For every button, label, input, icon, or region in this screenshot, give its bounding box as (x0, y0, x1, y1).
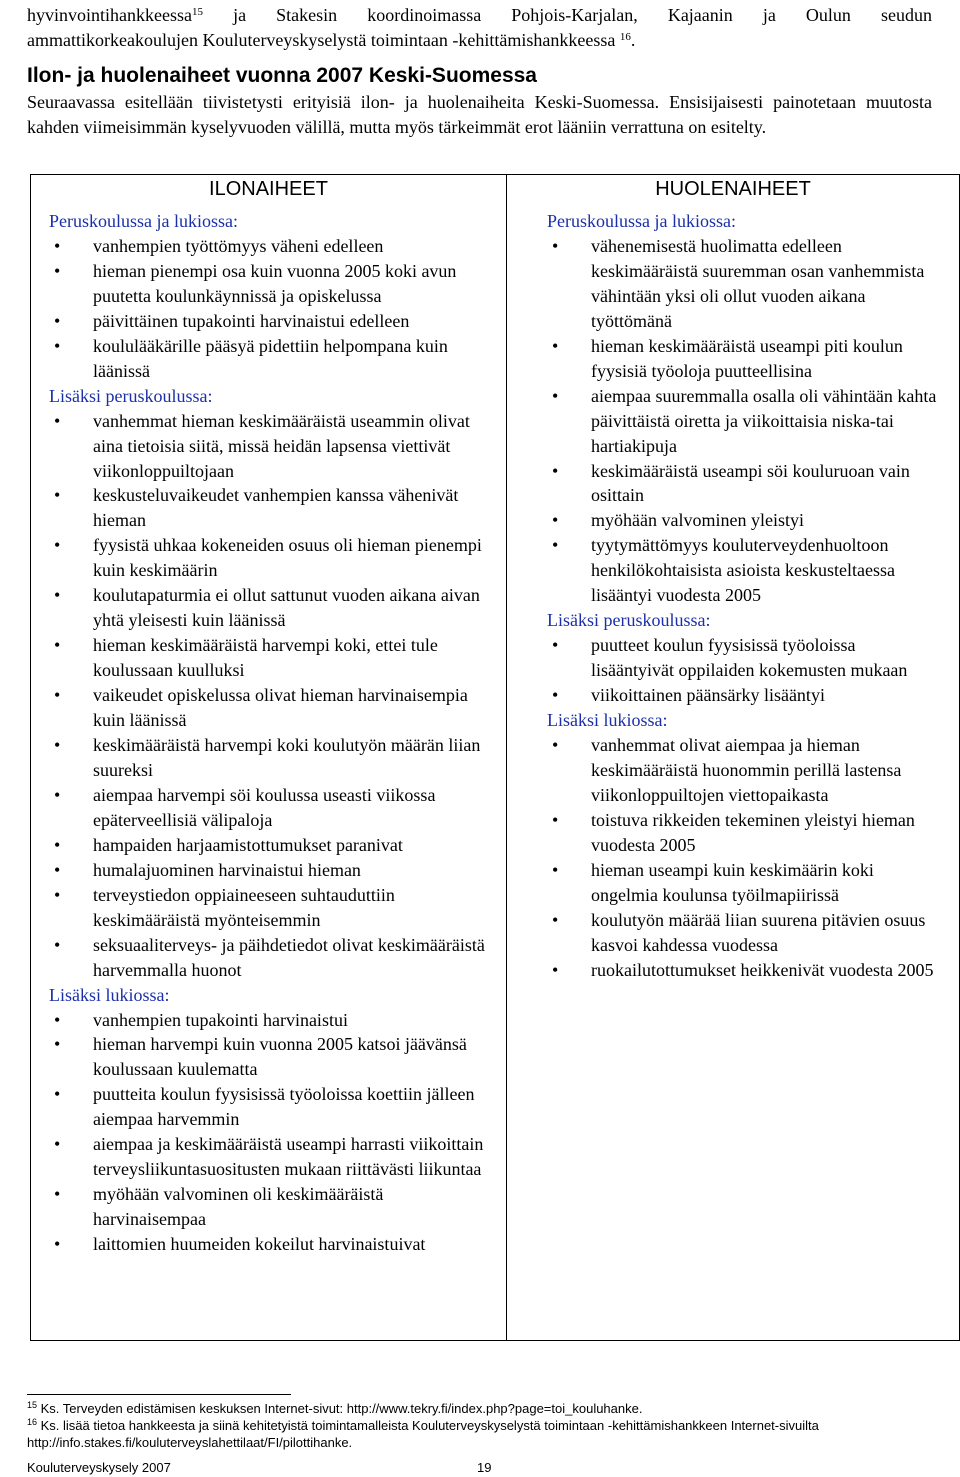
list-item-text: vanhemmat hieman keskimääräistä useammin olivat aina tietoisia siitä, missä heidän lapsensa viettivät viikonloppuiltojaan (93, 410, 470, 481)
list-item (547, 858, 941, 908)
page-number: 19 (477, 1460, 492, 1475)
list-item (49, 633, 488, 683)
list-item-text: tyytymättömyys kouluterveydenhuoltoon henkilökohtaisista asioista keskusteltaessa lisääntyi vuodesta 2005 (591, 535, 895, 606)
bullet-icon: • (54, 585, 61, 606)
footnote-ref-16[interactable]: 16 (619, 31, 631, 43)
bullet-icon: • (54, 735, 61, 756)
bullet-icon: • (552, 235, 559, 256)
intro-line1-start: hyvinvointihankkeessa (27, 5, 192, 25)
bullet-icon: • (54, 635, 61, 656)
list-item-text: koulutapaturmia ei ollut sattunut vuoden aikana aivan yhtä yleisesti kuin läänissä (93, 585, 480, 631)
bullet-icon: • (54, 934, 61, 955)
list-item-text: myöhään valvominen yleistyi (591, 510, 804, 531)
list-item-text: toistuva rikkeiden tekeminen yleistyi hieman vuodesta 2005 (591, 809, 915, 855)
bullet-icon: • (54, 1134, 61, 1155)
list-item (547, 508, 941, 533)
list-item (49, 833, 488, 858)
list-item (547, 908, 941, 958)
bullet-icon: • (54, 535, 61, 556)
list-item (49, 1232, 488, 1257)
section-heading: Ilon- ja huolenaiheet vuonna 2007 Keski-Suomessa (27, 64, 537, 87)
list-item (49, 733, 488, 783)
list-item-text: puutteita koulun fyysisissä työoloissa koettiin jälleen aiempaa harvemmin (93, 1084, 475, 1130)
list-item-text: aiempaa ja keskimääräistä useampi harrasti viikoittain terveysliikuntasuositusten mukaan riittävästi liikuntaa (93, 1134, 484, 1180)
list-item-text: puutteet koulun fyysisissä työoloissa lisääntyivät oppilaiden kokemusten mukaan (591, 635, 908, 681)
bullet-icon: • (54, 1184, 61, 1205)
footer-label: Kouluterveyskysely 2007 (27, 1460, 171, 1475)
bullet-list (49, 1008, 488, 1258)
bullet-icon: • (54, 1084, 61, 1105)
bullet-list (547, 733, 941, 983)
list-item (49, 1032, 488, 1082)
intro-line2-end: . (630, 30, 636, 50)
list-item (547, 808, 941, 858)
bullet-icon: • (552, 535, 559, 556)
intro-line-2 (27, 28, 932, 53)
list-item-text: vähenemisestä huolimatta edelleen keskimääräistä suuremman osan vanhemmista vähintään yksi oli ollut vuoden aikana työttömänä (591, 235, 925, 331)
list-item-text: terveystiedon oppiaineeseen suhtauduttiin keskimääräistä myönteisemmin (93, 884, 395, 930)
list-item (49, 533, 488, 583)
list-item-text: ruokailutottumukset heikkenivät vuodesta 2005 (591, 959, 934, 980)
section-label: Lisäksi peruskoulussa: (547, 610, 711, 631)
bullet-icon: • (552, 909, 559, 930)
list-item-text: keskimääräistä useampi söi kouluruoan vain osittain (591, 460, 910, 506)
list-item-text: koululääkärille pääsyä pidettiin helpompana kuin läänissä (93, 335, 448, 381)
list-item-text: hieman pienempi osa kuin vuonna 2005 koki avun puutetta koulunkäynnissä ja opiskelussa (93, 260, 457, 306)
list-item (49, 409, 488, 484)
intro-text (27, 3, 932, 53)
footnote-ref-15[interactable]: 15 (191, 6, 203, 18)
list-item-text: viikoittainen päänsärky lisääntyi (591, 685, 825, 706)
bullet-icon: • (552, 510, 559, 531)
bullet-icon: • (552, 385, 559, 406)
section-label: Peruskoulussa ja lukiossa: (49, 211, 238, 231)
intro-paragraph: Seuraavassa esitellään tiivistetysti erityisiä ilon- ja huolenaiheita Keski-Suomessa. Ensisijaisesti painotetaan muutosta kahden viimeisimmän kyselyvuoden välillä, mutta myös tärkeimmät erot lääniin verrattuna on esitelty. (27, 92, 932, 137)
list-item (49, 309, 488, 334)
list-item-text: keskimääräistä harvempi koki koulutyön määrän liian suureksi (93, 735, 481, 780)
footnote-text: Ks. lisää tietoa hankkeesta ja siinä kehitetyistä toimintamalleista Kouluterveyskyselystä toimintaan -kehittämishankkeen Internet-sivuilta http://info.stakes.fi/kouluterveyslahettilaat/FI/pilottihanke. (27, 1418, 819, 1450)
bullet-icon: • (54, 884, 61, 905)
footnote-16 (27, 1417, 957, 1451)
intro-line1-rest: ja Stakesin koordinoimassa Pohjois-Karjalan, Kajaanin ja Oulun seudun (233, 5, 932, 25)
footnote-separator (27, 1394, 291, 1395)
list-item-text: myöhään valvominen oli keskimääräistä harvinaisempaa (93, 1184, 384, 1230)
list-item (49, 858, 488, 883)
list-item-text: vanhempien tupakointi harvinaistui (93, 1009, 348, 1030)
bullet-list (547, 234, 941, 608)
bullet-icon: • (54, 834, 61, 855)
list-item (49, 933, 488, 983)
list-item-text: koulutyön määrää liian suurena pitävien osuus kasvoi kahdessa vuodessa (591, 909, 926, 955)
huolenaiheet-column (507, 175, 959, 1340)
huolenaiheet-title: HUOLENAIHEET (655, 178, 811, 200)
list-item-text: hieman harvempi kuin vuonna 2005 katsoi jäävänsä koulussaan kuulematta (93, 1034, 467, 1080)
list-item-text: fyysistä uhkaa kokeneiden osuus oli hieman pienempi kuin keskimäärin (93, 535, 482, 581)
list-item (547, 733, 941, 808)
footnotes (27, 1400, 957, 1451)
comparison-table (30, 174, 960, 1341)
bullet-list (49, 409, 488, 983)
list-item-text: päivittäinen tupakointi harvinaistui edelleen (93, 310, 410, 331)
footnote-15 (27, 1400, 957, 1417)
list-item (547, 234, 941, 334)
list-item (49, 334, 488, 384)
bullet-icon: • (552, 859, 559, 880)
list-item (49, 883, 488, 933)
list-item (547, 958, 941, 983)
list-item (49, 1182, 488, 1232)
ilonaiheet-title: ILONAIHEET (209, 178, 328, 200)
huolenaiheet-body (547, 209, 941, 983)
section-label: Lisäksi lukiossa: (49, 984, 170, 1005)
bullet-icon: • (552, 959, 559, 980)
intro-line2-start: ammattikorkeakoulujen Kouluterveyskyselystä toimintaan -kehittämishankkeessa (27, 30, 616, 50)
bullet-icon: • (54, 1009, 61, 1030)
bullet-icon: • (54, 485, 61, 506)
list-item-text: seksuaaliterveys- ja päihdetiedot olivat keskimääräistä harvemmalla huonot (93, 934, 485, 980)
list-item-text: hampaiden harjaamistottumukset paranivat (93, 834, 403, 855)
list-item (49, 1132, 488, 1182)
bullet-icon: • (552, 685, 559, 706)
intro-line-1 (27, 3, 932, 28)
bullet-icon: • (552, 635, 559, 656)
footnote-number: 16 (27, 1417, 38, 1427)
bullet-icon: • (54, 859, 61, 880)
section-label: Lisäksi peruskoulussa: (49, 385, 213, 406)
section-label: Lisäksi lukiossa: (547, 710, 668, 731)
bullet-icon: • (54, 784, 61, 805)
bullet-icon: • (552, 809, 559, 830)
list-item-text: vanhempien työttömyys väheni edelleen (93, 235, 384, 256)
bullet-icon: • (54, 260, 61, 281)
list-item-text: aiempaa harvempi söi koulussa useasti viikossa epäterveellisiä välipaloja (93, 784, 436, 830)
list-item-text: aiempaa suuremmalla osalla oli vähintään kahta päivittäistä oiretta ja viikoittaisia niska-tai hartiakipuja (591, 385, 937, 456)
bullet-list (49, 234, 488, 384)
list-item-text: laittomien huumeiden kokeilut harvinaistuivat (93, 1234, 426, 1255)
list-item (547, 633, 941, 683)
bullet-icon: • (54, 410, 61, 431)
list-item (49, 583, 488, 633)
ilonaiheet-column (31, 175, 507, 1340)
bullet-list (547, 633, 941, 708)
list-item-text: keskusteluvaikeudet vanhempien kanssa vähenivät hieman (93, 485, 459, 531)
list-item-text: humalajuominen harvinaistui hieman (93, 859, 361, 880)
section-label: Peruskoulussa ja lukiossa: (547, 211, 736, 231)
bullet-icon: • (54, 235, 61, 256)
bullet-icon: • (54, 335, 61, 356)
bullet-icon: • (552, 335, 559, 356)
list-item (49, 234, 488, 259)
list-item-text: hieman useampi kuin keskimäärin koki ongelmia koulunsa työilmapiirissä (591, 859, 874, 905)
footnote-text: Ks. Terveyden edistämisen keskuksen Internet-sivut: http://www.tekry.fi/index.php?page=toi_kouluhanke. (40, 1401, 643, 1416)
list-item (49, 259, 488, 309)
bullet-icon: • (54, 310, 61, 331)
list-item (49, 1008, 488, 1033)
ilonaiheet-body (49, 209, 488, 1257)
list-item (547, 334, 941, 384)
bullet-icon: • (54, 1234, 61, 1255)
list-item (547, 683, 941, 708)
list-item (49, 1082, 488, 1132)
list-item (49, 483, 488, 533)
list-item (547, 533, 941, 608)
list-item (49, 683, 488, 733)
list-item-text: hieman keskimääräistä useampi piti koulun fyysisiä työoloja puutteellisina (591, 335, 903, 381)
footnote-number: 15 (27, 1400, 38, 1410)
list-item (547, 459, 941, 509)
list-item-text: hieman keskimääräistä harvempi koki, ettei tule koulussaan kuulluksi (93, 635, 438, 681)
bullet-icon: • (54, 685, 61, 706)
list-item (547, 384, 941, 459)
page-footer (27, 1459, 527, 1476)
bullet-icon: • (552, 735, 559, 756)
list-item-text: vaikeudet opiskelussa olivat hieman harvinaisempia kuin läänissä (93, 685, 468, 731)
list-item (49, 783, 488, 833)
list-item-text: vanhemmat olivat aiempaa ja hieman keskimääräistä huonommin perillä lastensa viikonloppuiltojen viettopaikasta (591, 735, 902, 805)
bullet-icon: • (552, 460, 559, 481)
bullet-icon: • (54, 1034, 61, 1055)
